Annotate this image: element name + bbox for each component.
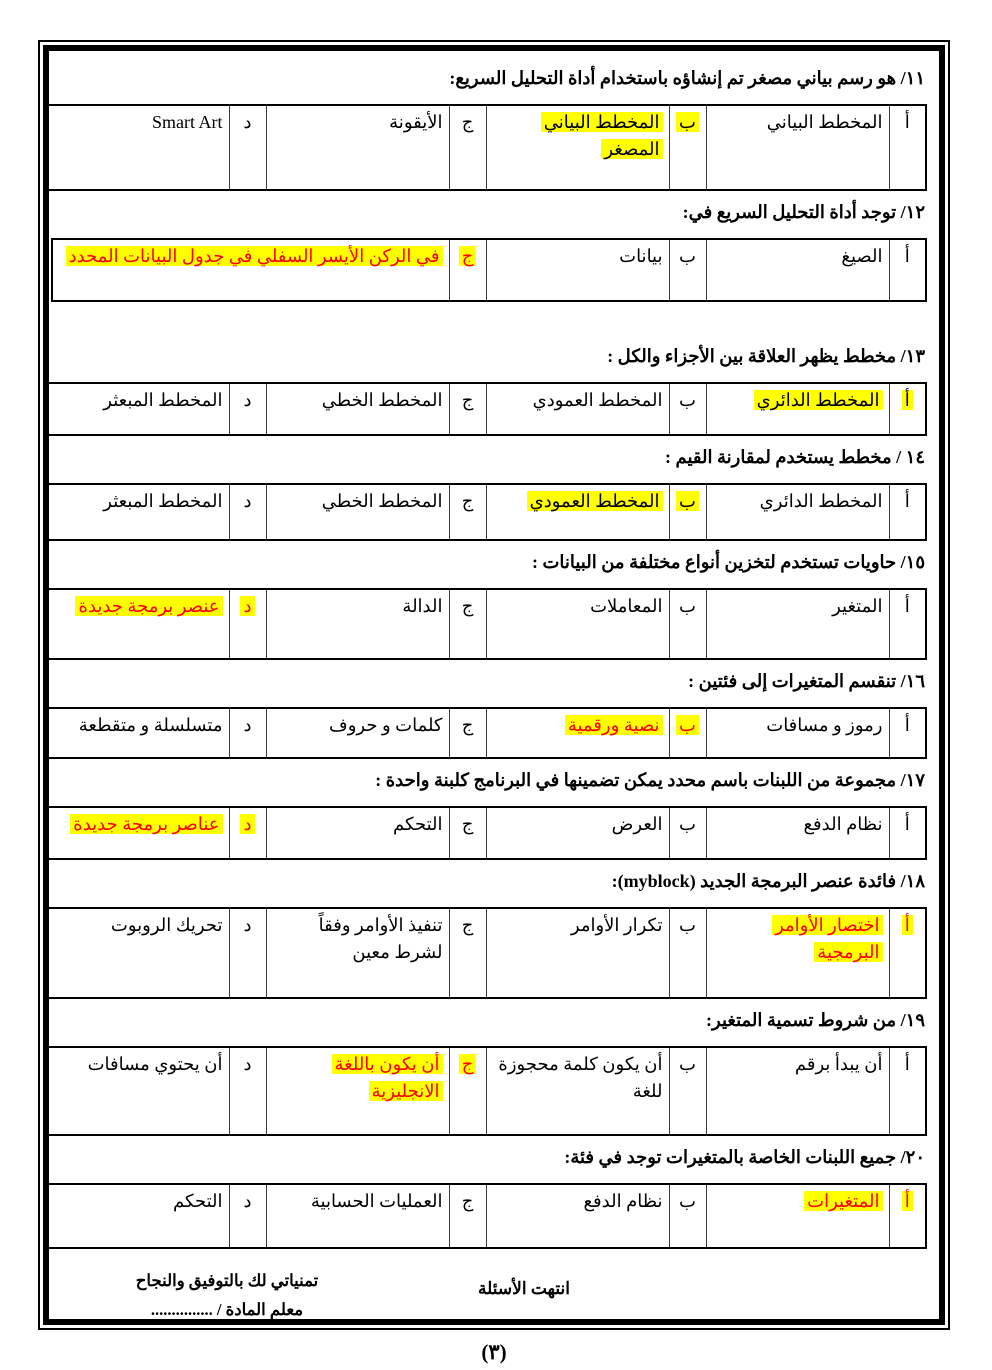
option-text-cell — [266, 807, 449, 859]
question-11 — [59, 66, 929, 191]
question-text: ١٣/ مخطط يظهر العلاقة بين الأجزاء والكل : — [607, 346, 925, 366]
option-letter: ب — [679, 246, 696, 266]
question-15 — [59, 550, 929, 660]
option-letter: ج — [461, 1191, 474, 1211]
correct-answer-text: المخطط البياني المصغر — [541, 112, 663, 159]
question-14 — [59, 445, 929, 541]
question-18 — [59, 869, 929, 999]
option-letter: د — [243, 915, 252, 935]
option-letter: ج — [459, 1054, 477, 1074]
correct-answer-text: المتغيرات — [804, 1191, 882, 1211]
option-text-cell — [486, 1184, 669, 1248]
teacher-name-line: معلم المادة / ............... — [150, 1299, 304, 1319]
option-text: المخطط العمودي — [532, 390, 663, 410]
option-text: الصيغ — [841, 246, 883, 266]
option-letter: ب — [679, 1191, 696, 1211]
option-text-cell — [706, 484, 889, 540]
option-letter: أ — [904, 491, 910, 511]
option-letter: ب — [679, 1054, 696, 1074]
option-letter: أ — [904, 112, 910, 132]
option-text: الدالة — [402, 596, 443, 616]
option-letter-cell — [669, 105, 706, 190]
option-letter: ب — [676, 715, 699, 735]
option-letter-cell — [889, 1184, 926, 1248]
option-text-cell — [52, 239, 449, 301]
option-letter-cell — [229, 383, 266, 435]
answer-table — [45, 382, 927, 436]
option-letter: ب — [676, 112, 699, 132]
option-letter-cell — [229, 105, 266, 190]
correct-answer-text: عناصر برمجة جديدة — [70, 814, 222, 834]
option-text-cell — [46, 589, 229, 659]
option-letter: ج — [461, 390, 474, 410]
option-text: Smart Art — [152, 112, 223, 132]
question-text: ١٢/ توجد أداة التحليل السريع في: — [682, 202, 925, 222]
option-letter-cell — [669, 807, 706, 859]
question-17 — [59, 768, 929, 860]
option-text-cell — [46, 484, 229, 540]
wishes-line: تمنياتي لك بالتوفيق والنجاح — [135, 1271, 319, 1290]
option-letter: ب — [679, 596, 696, 616]
correct-answer-text: المخطط الدائري — [754, 390, 883, 410]
option-letter-cell — [229, 708, 266, 758]
option-letter: ج — [461, 814, 474, 834]
option-text-cell — [706, 239, 889, 301]
option-text-cell — [46, 908, 229, 998]
option-letter-cell — [449, 484, 486, 540]
option-text: تحريك الروبوت — [110, 915, 223, 935]
option-letter: أ — [902, 1191, 913, 1211]
option-letter: د — [243, 1054, 252, 1074]
answer-table — [45, 588, 927, 660]
option-text: العمليات الحسابية — [310, 1191, 443, 1211]
option-text: المخطط الدائري — [759, 491, 883, 511]
question-text: ١٤ / مخطط يستخدم لمقارنة القيم : — [665, 447, 925, 467]
option-letter-cell — [229, 1047, 266, 1135]
option-letter: د — [240, 814, 254, 834]
question-text: ١٨/ فائدة عنصر البرمجة الجديد (myblock): — [611, 871, 925, 891]
option-letter-cell — [669, 908, 706, 998]
option-letter-cell — [449, 589, 486, 659]
option-text: المخطط المبعثر — [103, 491, 223, 511]
option-text-cell — [486, 589, 669, 659]
option-letter-cell — [229, 1184, 266, 1248]
option-letter-cell — [669, 708, 706, 758]
answer-table — [45, 1183, 927, 1249]
option-text-cell — [486, 383, 669, 435]
option-letter-cell — [229, 807, 266, 859]
option-text: كلمات و حروف — [329, 715, 443, 735]
option-text-cell — [266, 908, 449, 998]
answer-table — [45, 104, 927, 191]
option-text: العرض — [611, 814, 663, 834]
option-letter-cell — [669, 1047, 706, 1135]
option-letter: ج — [461, 596, 474, 616]
option-text: رموز و مسافات — [766, 715, 883, 735]
option-text-cell — [46, 1047, 229, 1135]
option-letter-cell — [889, 484, 926, 540]
option-text-cell — [266, 105, 449, 190]
answer-table — [45, 707, 927, 759]
option-text: تنفيذ الأوامر وفقاً لشرط معين — [318, 915, 443, 962]
option-text-cell — [706, 1047, 889, 1135]
option-letter-cell — [449, 908, 486, 998]
option-letter: ب — [679, 390, 696, 410]
option-text: المخطط البياني — [766, 112, 883, 132]
option-text-cell — [266, 1184, 449, 1248]
option-text: المعاملات — [590, 596, 663, 616]
option-text-cell — [46, 708, 229, 758]
option-letter: ب — [676, 491, 699, 511]
correct-answer-text: اختصار الأوامر البرمجية — [772, 915, 882, 962]
option-letter-cell — [229, 908, 266, 998]
option-letter-cell — [449, 383, 486, 435]
option-letter: أ — [904, 246, 910, 266]
option-text-cell — [266, 383, 449, 435]
page-border-inner — [43, 45, 945, 1364]
correct-answer-text: عنصر برمجة جديدة — [75, 596, 222, 616]
option-text: التحكم — [393, 814, 443, 834]
option-text: التحكم — [173, 1191, 223, 1211]
question-text: ١١/ هو رسم بياني مصغر تم إنشاؤه باستخدام أداة التحليل السريع: — [449, 68, 925, 88]
option-text-cell — [46, 1184, 229, 1248]
questions-container — [59, 66, 929, 1249]
option-letter-cell — [889, 708, 926, 758]
option-text-cell — [706, 708, 889, 758]
question-text: ١٧/ مجموعة من اللبنات باسم محدد يمكن تضمينها في البرنامج كلبنة واحدة : — [375, 770, 925, 790]
option-text: الأيقونة — [389, 112, 443, 132]
option-letter: ج — [461, 915, 474, 935]
option-letter: أ — [904, 596, 910, 616]
option-letter: أ — [902, 390, 913, 410]
correct-answer-text: المخطط العمودي — [527, 491, 663, 511]
option-text-cell — [266, 1047, 449, 1135]
option-text: المخطط المبعثر — [103, 390, 223, 410]
option-text: أن يكون كلمة محجوزة للغة — [498, 1054, 663, 1101]
question-text: ١٥/ حاويات تستخدم لتخزين أنواع مختلفة من البيانات : — [531, 552, 925, 572]
option-letter: د — [243, 715, 252, 735]
option-letter: ج — [461, 112, 474, 132]
option-text: متسلسلة و متقطعة — [78, 715, 223, 735]
answer-table — [51, 238, 927, 302]
option-text-cell — [486, 484, 669, 540]
option-letter-cell — [449, 239, 486, 301]
option-text: أن يحتوي مسافات — [87, 1054, 223, 1074]
option-letter: د — [243, 390, 252, 410]
option-text-cell — [46, 105, 229, 190]
option-letter: د — [240, 596, 254, 616]
option-text-cell — [266, 589, 449, 659]
page-border-outer — [38, 40, 950, 1364]
answer-table — [45, 1046, 927, 1136]
question-16 — [59, 669, 929, 759]
option-text-cell — [706, 807, 889, 859]
option-text-cell — [486, 908, 669, 998]
option-letter-cell — [449, 1184, 486, 1248]
option-text-cell — [46, 807, 229, 859]
option-text: المخطط الخطي — [321, 390, 443, 410]
option-text-cell — [486, 1047, 669, 1135]
option-letter: أ — [904, 715, 910, 735]
option-text: نظام الدفع — [583, 1191, 663, 1211]
option-letter: ج — [459, 246, 477, 266]
option-letter-cell — [669, 589, 706, 659]
option-text: تكرار الأوامر — [570, 915, 663, 935]
answer-table — [45, 483, 927, 541]
end-of-questions-text: انتهت الأسئلة — [478, 1279, 570, 1298]
option-text: المخطط الخطي — [321, 491, 443, 511]
answer-table — [45, 806, 927, 860]
question-text: ١٦/ تنقسم المتغيرات إلى فئتين : — [688, 671, 925, 691]
option-text-cell — [266, 484, 449, 540]
option-letter-cell — [889, 383, 926, 435]
question-19 — [59, 1008, 929, 1136]
option-letter-cell — [889, 239, 926, 301]
page-number: (٣) — [481, 1340, 507, 1364]
option-letter: أ — [902, 915, 913, 935]
question-12 — [59, 200, 929, 302]
option-letter: د — [243, 491, 252, 511]
option-letter-cell — [449, 807, 486, 859]
option-text: أن يبدأ برقم — [794, 1054, 883, 1074]
option-letter-cell — [229, 589, 266, 659]
option-letter-cell — [449, 1047, 486, 1135]
option-letter-cell — [889, 807, 926, 859]
option-letter: أ — [904, 1054, 910, 1074]
option-letter: أ — [904, 814, 910, 834]
teacher-wishes — [87, 1267, 367, 1325]
option-text-cell — [706, 105, 889, 190]
option-letter: د — [243, 112, 252, 132]
option-text-cell — [486, 807, 669, 859]
question-text: ٢٠/ جميع اللبنات الخاصة بالمتغيرات توجد في فئة: — [564, 1147, 925, 1167]
option-letter: د — [243, 1191, 252, 1211]
option-text-cell — [706, 1184, 889, 1248]
option-letter-cell — [669, 484, 706, 540]
option-text-cell — [486, 105, 669, 190]
correct-answer-text: نصية ورقمية — [565, 715, 663, 735]
option-text: نظام الدفع — [803, 814, 883, 834]
correct-answer-text: في الركن الأيسر السفلي في جدول البيانات المحدد — [66, 246, 443, 266]
option-letter-cell — [889, 589, 926, 659]
option-text-cell — [486, 239, 669, 301]
option-text-cell — [706, 589, 889, 659]
question-20 — [59, 1145, 929, 1249]
question-13 — [59, 344, 929, 436]
option-letter-cell — [669, 1184, 706, 1248]
option-text-cell — [706, 383, 889, 435]
option-text-cell — [486, 708, 669, 758]
option-letter-cell — [449, 708, 486, 758]
option-letter-cell — [669, 239, 706, 301]
option-letter-cell — [889, 105, 926, 190]
option-text: المتغير — [832, 596, 883, 616]
question-text: ١٩/ من شروط تسمية المتغير: — [706, 1010, 925, 1030]
option-letter-cell — [229, 484, 266, 540]
option-letter-cell — [669, 383, 706, 435]
option-letter-cell — [449, 105, 486, 190]
correct-answer-text: أن يكون باللغة الانجليزية — [332, 1054, 443, 1101]
option-letter: ب — [679, 915, 696, 935]
option-letter-cell — [889, 1047, 926, 1135]
option-text-cell — [46, 383, 229, 435]
answer-table — [45, 907, 927, 999]
option-letter: ب — [679, 814, 696, 834]
option-letter: ج — [461, 491, 474, 511]
option-text-cell — [706, 908, 889, 998]
option-letter-cell — [889, 908, 926, 998]
option-letter: ج — [461, 715, 474, 735]
option-text-cell — [266, 708, 449, 758]
option-text: بيانات — [619, 246, 663, 266]
page-footer — [59, 1249, 929, 1367]
